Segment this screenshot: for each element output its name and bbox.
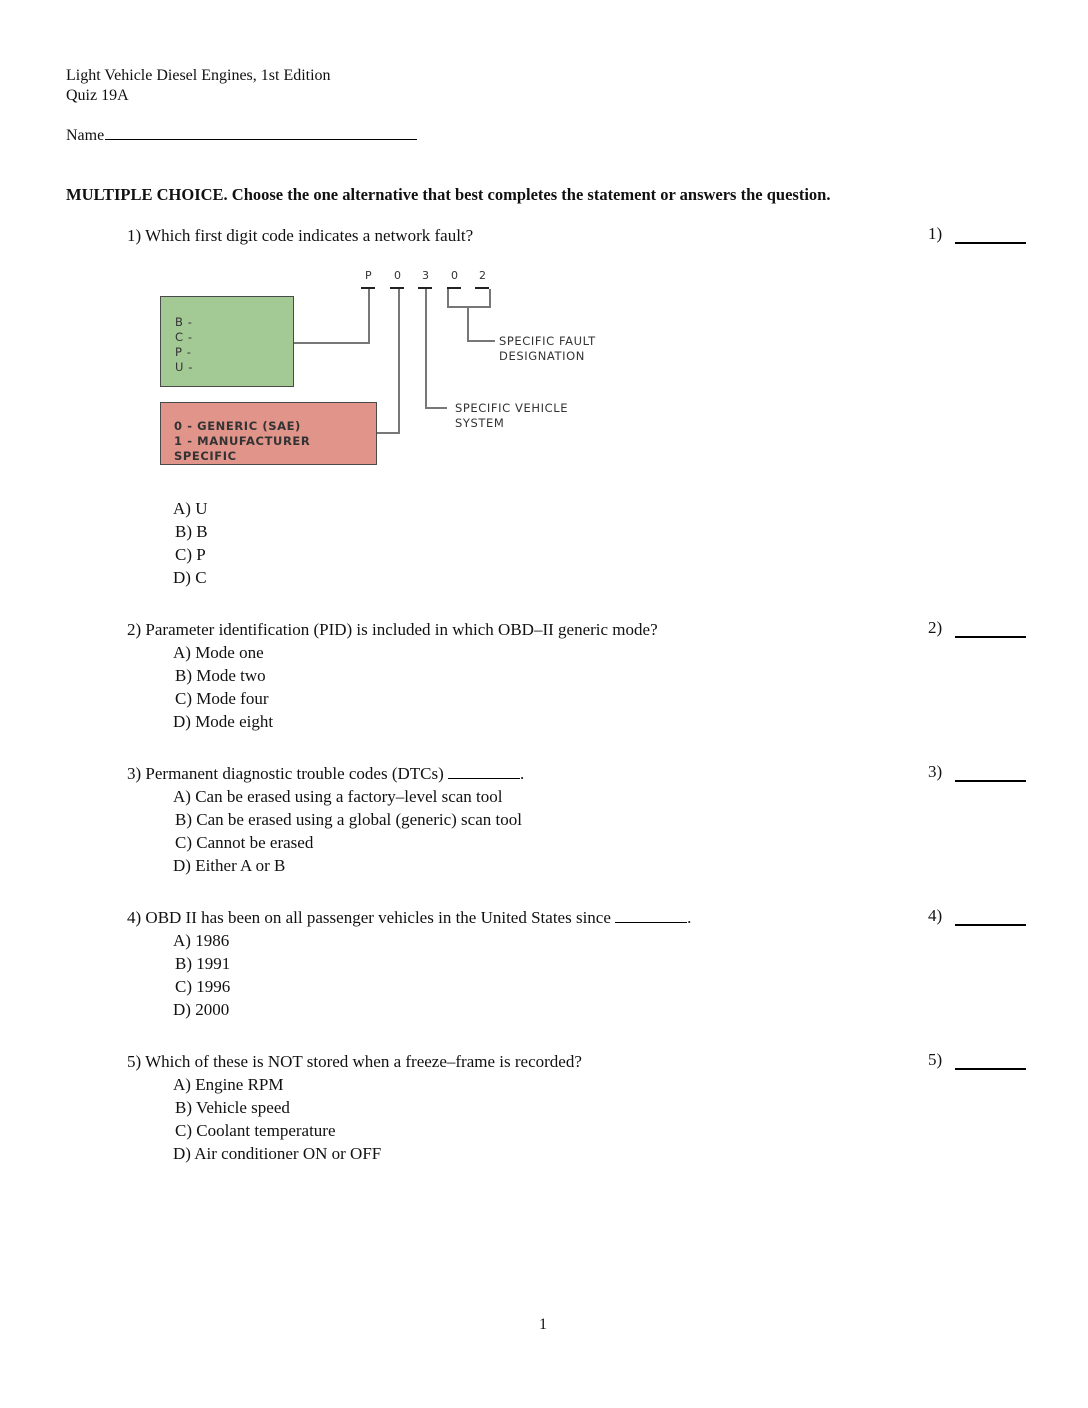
answer-5-blank[interactable] [955,1068,1026,1070]
connector-line [294,342,370,344]
category-u: U - [175,360,194,374]
connector-line [467,340,495,342]
q3-option-b[interactable]: B) Can be erased using a global (generic) scan tool [175,810,522,829]
q3-option-d[interactable]: D) Either A or B [173,856,286,875]
tick-4 [447,287,461,289]
dtc-code-diagram [150,262,620,472]
label-fault-designation: SPECIFIC FAULT DESIGNATION [499,334,596,363]
answer-4-blank[interactable] [955,924,1026,926]
answer-1-blank[interactable] [955,242,1026,244]
code-char-0: 0 [394,269,401,282]
code-type-manufacturer: 1 - MANUFACTURER SPECIFIC [174,434,311,463]
page-number: 1 [539,1316,547,1333]
connector-line [377,432,400,434]
tick-5 [475,287,489,289]
q1-option-b[interactable]: B) B [175,522,208,541]
code-type-generic: 0 - GENERIC (SAE) [174,419,301,433]
code-char-3: 3 [422,269,429,282]
name-field [66,125,417,146]
name-label: Name [66,127,105,144]
inline-blank [448,764,520,779]
q4-option-d[interactable]: D) 2000 [173,1000,230,1019]
connector-line [425,407,447,409]
q3-option-a[interactable]: A) Can be erased using a factory–level scan tool [173,787,503,806]
document-title: Light Vehicle Diesel Engines, 1st Edition [66,67,331,84]
category-p: P - [175,345,192,359]
question-5-text: 5) Which of these is NOT stored when a freeze–frame is recorded? [127,1052,582,1071]
category-b: B - [175,315,193,329]
q3-option-c[interactable]: C) Cannot be erased [175,833,314,852]
answer-3-number: 3) [928,762,943,781]
category-box [160,296,294,387]
quiz-label: Quiz 19A [66,87,129,104]
connector-line [425,289,427,409]
code-type-box [160,402,377,465]
code-char-p: P [365,269,372,282]
category-c: C - [175,330,193,344]
q5-option-d[interactable]: D) Air conditioner ON or OFF [173,1144,382,1163]
answer-3-blank[interactable] [955,780,1026,782]
answer-2-blank[interactable] [955,636,1026,638]
label-vehicle-system: SPECIFIC VEHICLE SYSTEM [455,401,569,430]
question-2-text: 2) Parameter identification (PID) is included in which OBD–II generic mode? [127,620,658,639]
connector-line [447,306,491,308]
answer-4-number: 4) [928,906,943,925]
connector-line [398,289,400,434]
q1-option-d[interactable]: D) C [173,568,207,587]
answer-1-number: 1) [928,224,943,243]
q2-option-b[interactable]: B) Mode two [175,666,266,685]
q5-option-b[interactable]: B) Vehicle speed [175,1098,290,1117]
q1-option-c[interactable]: C) P [175,545,206,564]
code-char-0b: 0 [451,269,458,282]
q5-option-c[interactable]: C) Coolant temperature [175,1121,336,1140]
q4-option-a[interactable]: A) 1986 [173,931,230,950]
name-blank-line[interactable] [105,125,417,140]
q2-option-d[interactable]: D) Mode eight [173,712,274,731]
q4-option-b[interactable]: B) 1991 [175,954,231,973]
question-3-text: 3) Permanent diagnostic trouble codes (DTCs) . [127,764,525,783]
connector-line [467,306,469,342]
q4-option-c[interactable]: C) 1996 [175,977,231,996]
answer-2-number: 2) [928,618,943,637]
code-char-2: 2 [479,269,486,282]
question-4-text: 4) OBD II has been on all passenger vehicles in the United States since . [127,908,692,927]
q2-option-c[interactable]: C) Mode four [175,689,269,708]
tick-2 [390,287,404,289]
connector-line [368,289,370,344]
q1-option-a[interactable]: A) U [173,499,208,518]
answer-5-number: 5) [928,1050,943,1069]
q5-option-a[interactable]: A) Engine RPM [173,1075,284,1094]
inline-blank [615,908,687,923]
instructions: MULTIPLE CHOICE. Choose the one alternative that best completes the statement or answers the question. [66,185,831,204]
q2-option-a[interactable]: A) Mode one [173,643,264,662]
question-1-text: 1) Which first digit code indicates a network fault? [127,226,474,245]
